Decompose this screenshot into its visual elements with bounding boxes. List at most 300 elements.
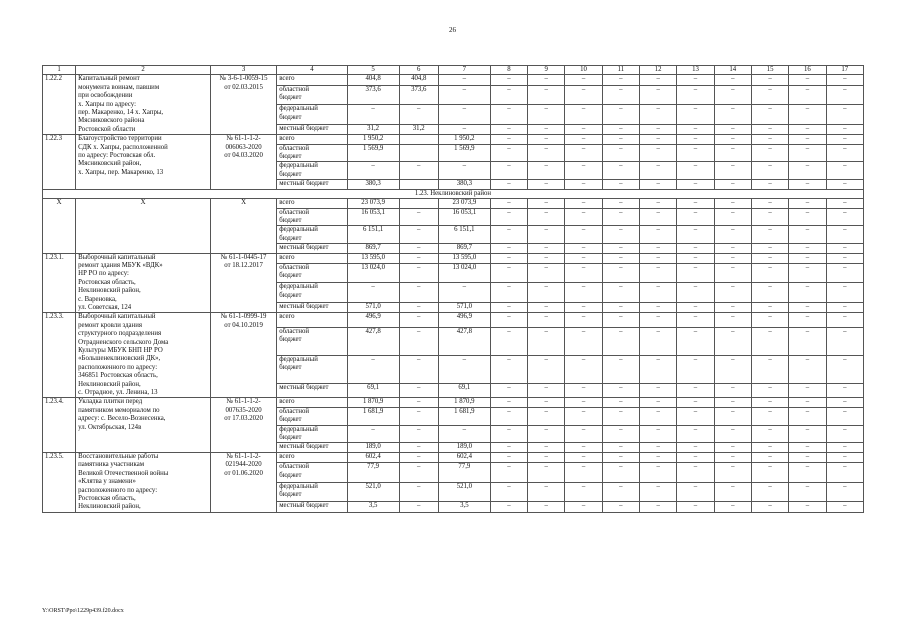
cell-line: федеральный: [279, 482, 318, 490]
empty-dash-cell: –: [677, 355, 714, 383]
empty-dash-cell: –: [528, 85, 565, 105]
empty-dash-cell: –: [714, 75, 751, 85]
amount-cell: –: [399, 303, 438, 313]
amount-cell: [399, 135, 438, 144]
empty-dash-cell: –: [565, 303, 602, 313]
empty-dash-cell: –: [640, 226, 677, 244]
empty-dash-cell: –: [602, 313, 639, 328]
amount-cell: 31,2: [347, 124, 399, 134]
empty-dash-cell: –: [490, 135, 527, 144]
amount-cell: –: [399, 313, 438, 328]
document-ref: [210, 199, 276, 253]
funding-source: [277, 124, 347, 134]
item-number: 1.23.5.: [43, 452, 76, 512]
funding-source: [277, 105, 347, 125]
amount-cell: –: [399, 425, 438, 443]
amount-cell: –: [438, 105, 490, 125]
funding-source: [277, 144, 347, 162]
cell-line: областной: [279, 263, 309, 271]
cell-line: от 18.12.2017: [224, 261, 263, 269]
empty-dash-cell: –: [602, 208, 639, 226]
section-row: [43, 189, 864, 198]
amount-cell: 16 053,1: [438, 208, 490, 226]
amount-cell: 602,4: [438, 452, 490, 462]
cell-line: 006063-2020: [225, 143, 262, 151]
empty-dash-cell: –: [789, 328, 826, 356]
empty-dash-cell: –: [602, 383, 639, 398]
empty-dash-cell: –: [640, 85, 677, 105]
document-ref: [210, 452, 276, 512]
cell-line: областной: [279, 407, 309, 415]
cell-line: федеральный: [279, 162, 318, 170]
empty-dash-cell: –: [640, 313, 677, 328]
empty-dash-cell: –: [714, 144, 751, 162]
amount-cell: 869,7: [438, 244, 490, 253]
amount-cell: [399, 199, 438, 208]
column-header: 4: [277, 66, 347, 75]
empty-dash-cell: –: [677, 263, 714, 283]
empty-dash-cell: –: [528, 407, 565, 425]
amount-cell: –: [399, 244, 438, 253]
empty-dash-cell: –: [565, 283, 602, 303]
empty-dash-cell: –: [789, 226, 826, 244]
empty-dash-cell: –: [640, 253, 677, 263]
table-row: [43, 75, 864, 85]
amount-cell: 13 595,0: [438, 253, 490, 263]
empty-dash-cell: –: [751, 162, 788, 180]
empty-dash-cell: –: [751, 463, 788, 483]
empty-dash-cell: –: [789, 502, 826, 512]
empty-dash-cell: –: [528, 355, 565, 383]
empty-dash-cell: –: [565, 244, 602, 253]
empty-dash-cell: –: [602, 398, 639, 407]
empty-dash-cell: –: [751, 105, 788, 125]
empty-dash-cell: –: [602, 482, 639, 502]
amount-cell: 189,0: [438, 443, 490, 452]
column-header: 11: [602, 66, 639, 75]
empty-dash-cell: –: [789, 407, 826, 425]
empty-dash-cell: –: [714, 208, 751, 226]
cell-line: местный бюджет: [279, 383, 329, 391]
empty-dash-cell: –: [565, 383, 602, 398]
empty-dash-cell: –: [528, 482, 565, 502]
empty-dash-cell: –: [789, 244, 826, 253]
empty-dash-cell: –: [714, 124, 751, 134]
empty-dash-cell: –: [528, 303, 565, 313]
table-row: [43, 398, 864, 407]
cell-line: федеральный: [279, 425, 318, 433]
empty-dash-cell: –: [826, 452, 863, 462]
cell-line: Выборочный капитальный: [78, 313, 156, 321]
cell-line: бюджет: [279, 113, 302, 121]
funding-source: [277, 75, 347, 85]
empty-dash-cell: –: [826, 283, 863, 303]
cell-line: СДК х. Хапры, расположенной: [78, 143, 168, 151]
funding-source: [277, 328, 347, 356]
empty-dash-cell: –: [565, 162, 602, 180]
empty-dash-cell: –: [789, 383, 826, 398]
empty-dash-cell: –: [677, 144, 714, 162]
amount-cell: 521,0: [438, 482, 490, 502]
cell-line: Неклиновский район,: [78, 287, 141, 295]
amount-cell: 1 569,9: [347, 144, 399, 162]
object-name: [76, 452, 211, 512]
empty-dash-cell: –: [789, 463, 826, 483]
empty-dash-cell: –: [677, 105, 714, 125]
cell-line: областной: [279, 328, 309, 336]
cell-line: областной: [279, 85, 309, 93]
empty-dash-cell: –: [826, 425, 863, 443]
amount-cell: 404,8: [399, 75, 438, 85]
cell-line: бюджет: [279, 216, 302, 224]
cell-line: с. Отрадное, ул. Ленина, 13: [78, 389, 158, 397]
amount-cell: 427,8: [438, 328, 490, 356]
empty-dash-cell: –: [565, 135, 602, 144]
amount-cell: 3,5: [438, 502, 490, 512]
cell-line: ремонт здания МБУК «ВДК»: [78, 261, 163, 269]
empty-dash-cell: –: [677, 482, 714, 502]
cell-line: Восстановительные работы: [78, 452, 159, 460]
amount-cell: –: [438, 85, 490, 105]
empty-dash-cell: –: [789, 85, 826, 105]
amount-cell: 521,0: [347, 482, 399, 502]
empty-dash-cell: –: [789, 313, 826, 328]
table-row: [43, 135, 864, 144]
document-ref: [210, 398, 276, 452]
cell-line: Неклиновский район,: [78, 380, 141, 388]
cell-line: областной: [279, 463, 309, 471]
amount-cell: 1 950,2: [438, 135, 490, 144]
document-ref: [210, 313, 276, 398]
empty-dash-cell: –: [528, 253, 565, 263]
object-name: [76, 253, 211, 313]
empty-dash-cell: –: [490, 383, 527, 398]
column-header: 14: [714, 66, 751, 75]
empty-dash-cell: –: [826, 105, 863, 125]
empty-dash-cell: –: [789, 482, 826, 502]
amount-cell: 1 870,9: [347, 398, 399, 407]
empty-dash-cell: –: [565, 398, 602, 407]
empty-dash-cell: –: [490, 124, 527, 134]
amount-cell: –: [347, 105, 399, 125]
empty-dash-cell: –: [714, 162, 751, 180]
empty-dash-cell: –: [789, 303, 826, 313]
funding-source: [277, 398, 347, 407]
empty-dash-cell: –: [789, 135, 826, 144]
empty-dash-cell: –: [826, 463, 863, 483]
cell-line: № 3-6-1-0059-15: [219, 75, 268, 83]
empty-dash-cell: –: [677, 328, 714, 356]
empty-dash-cell: –: [714, 452, 751, 462]
cell-line: от 04.10.2019: [224, 321, 263, 329]
empty-dash-cell: –: [565, 199, 602, 208]
empty-dash-cell: –: [640, 502, 677, 512]
empty-dash-cell: –: [528, 226, 565, 244]
empty-dash-cell: –: [490, 244, 527, 253]
table-row: [43, 313, 864, 328]
cell-line: бюджет: [279, 272, 302, 280]
empty-dash-cell: –: [602, 443, 639, 452]
amount-cell: 6 151,1: [347, 226, 399, 244]
empty-dash-cell: –: [490, 105, 527, 125]
empty-dash-cell: –: [677, 124, 714, 134]
empty-dash-cell: –: [602, 253, 639, 263]
document-ref: [210, 75, 276, 135]
funding-source: [277, 443, 347, 452]
funding-source: [277, 303, 347, 313]
empty-dash-cell: –: [640, 135, 677, 144]
cell-line: бюджет: [279, 94, 302, 102]
document-ref: [210, 135, 276, 189]
empty-dash-cell: –: [490, 398, 527, 407]
empty-dash-cell: –: [714, 313, 751, 328]
amount-cell: 69,1: [438, 383, 490, 398]
amount-cell: –: [438, 283, 490, 303]
empty-dash-cell: –: [565, 482, 602, 502]
amount-cell: –: [399, 398, 438, 407]
cell-line: местный бюджет: [279, 443, 329, 451]
table-row: [43, 253, 864, 263]
amount-cell: 1 681,9: [438, 407, 490, 425]
amount-cell: 496,9: [438, 313, 490, 328]
empty-dash-cell: –: [826, 180, 863, 189]
empty-dash-cell: –: [602, 407, 639, 425]
cell-line: памятником мемориалом по: [78, 406, 160, 414]
funding-source: [277, 482, 347, 502]
empty-dash-cell: –: [751, 313, 788, 328]
empty-dash-cell: –: [640, 105, 677, 125]
empty-dash-cell: –: [751, 208, 788, 226]
empty-dash-cell: –: [789, 452, 826, 462]
amount-cell: –: [438, 425, 490, 443]
empty-dash-cell: –: [602, 85, 639, 105]
object-name: [76, 135, 211, 189]
empty-dash-cell: –: [789, 75, 826, 85]
empty-dash-cell: –: [751, 135, 788, 144]
empty-dash-cell: –: [826, 303, 863, 313]
cell-line: х. Хапры по адресу:: [78, 100, 137, 108]
empty-dash-cell: –: [640, 463, 677, 483]
empty-dash-cell: –: [602, 226, 639, 244]
empty-dash-cell: –: [714, 502, 751, 512]
column-header: 17: [826, 66, 863, 75]
cell-line: расположенного по адресу:: [78, 486, 158, 494]
amount-cell: 496,9: [347, 313, 399, 328]
empty-dash-cell: –: [751, 425, 788, 443]
empty-dash-cell: –: [677, 313, 714, 328]
empty-dash-cell: –: [602, 124, 639, 134]
empty-dash-cell: –: [789, 199, 826, 208]
cell-line: по адресу: Ростовская обл.: [78, 152, 156, 160]
amount-cell: –: [399, 208, 438, 226]
amount-cell: 380,3: [347, 180, 399, 189]
empty-dash-cell: –: [640, 180, 677, 189]
empty-dash-cell: –: [565, 452, 602, 462]
empty-dash-cell: –: [714, 283, 751, 303]
empty-dash-cell: –: [751, 452, 788, 462]
empty-dash-cell: –: [826, 85, 863, 105]
funding-source: [277, 452, 347, 462]
funding-source: [277, 407, 347, 425]
empty-dash-cell: –: [565, 463, 602, 483]
amount-cell: –: [347, 283, 399, 303]
cell-line: Отрадненского сельского Дома: [78, 338, 169, 346]
empty-dash-cell: –: [602, 144, 639, 162]
empty-dash-cell: –: [751, 398, 788, 407]
empty-dash-cell: –: [640, 208, 677, 226]
cell-line: бюджет: [279, 153, 302, 161]
amount-cell: –: [399, 452, 438, 462]
cell-line: х. Хапры, пер. Макаренко, 13: [78, 168, 164, 176]
empty-dash-cell: –: [714, 398, 751, 407]
funding-source: [277, 425, 347, 443]
cell-line: с. Вареновка,: [78, 295, 117, 303]
cell-line: бюджет: [279, 291, 302, 299]
amount-cell: 23 073,9: [347, 199, 399, 208]
item-number: 1.22.2: [43, 75, 76, 135]
cell-line: бюджет: [279, 234, 302, 242]
empty-dash-cell: –: [490, 407, 527, 425]
cell-line: Благоустройство территории: [78, 135, 162, 143]
amount-cell: –: [347, 162, 399, 180]
cell-line: Ростовская область,: [78, 278, 136, 286]
cell-line: Выборочный капитальный: [78, 253, 156, 261]
column-header: 2: [76, 66, 211, 75]
empty-dash-cell: –: [640, 144, 677, 162]
amount-cell: –: [399, 328, 438, 356]
empty-dash-cell: –: [602, 105, 639, 125]
funding-source: [277, 383, 347, 398]
empty-dash-cell: –: [640, 199, 677, 208]
empty-dash-cell: –: [528, 124, 565, 134]
object-name: [76, 398, 211, 452]
empty-dash-cell: –: [565, 208, 602, 226]
funding-source: [277, 313, 347, 328]
empty-dash-cell: –: [602, 303, 639, 313]
empty-dash-cell: –: [602, 452, 639, 462]
amount-cell: –: [438, 75, 490, 85]
cell-line: федеральный: [279, 355, 318, 363]
page-number: 26: [449, 26, 456, 34]
empty-dash-cell: –: [677, 443, 714, 452]
funding-source: [277, 263, 347, 283]
item-number: 1.23.1.: [43, 253, 76, 313]
empty-dash-cell: –: [751, 253, 788, 263]
cell-line: бюджет: [279, 471, 302, 479]
empty-dash-cell: –: [490, 425, 527, 443]
empty-dash-cell: –: [528, 208, 565, 226]
empty-dash-cell: –: [714, 226, 751, 244]
empty-dash-cell: –: [714, 180, 751, 189]
object-name: [76, 199, 211, 253]
empty-dash-cell: –: [640, 283, 677, 303]
empty-dash-cell: –: [789, 105, 826, 125]
empty-dash-cell: –: [751, 328, 788, 356]
empty-dash-cell: –: [528, 328, 565, 356]
amount-cell: [399, 144, 438, 162]
cell-line: бюджет: [279, 170, 302, 178]
empty-dash-cell: –: [826, 328, 863, 356]
empty-dash-cell: –: [640, 328, 677, 356]
amount-cell: 6 151,1: [438, 226, 490, 244]
empty-dash-cell: –: [528, 398, 565, 407]
empty-dash-cell: –: [565, 105, 602, 125]
cell-line: всего: [279, 313, 295, 321]
empty-dash-cell: –: [490, 226, 527, 244]
empty-dash-cell: –: [528, 443, 565, 452]
cell-line: при освобождении: [78, 92, 133, 100]
empty-dash-cell: –: [602, 135, 639, 144]
empty-dash-cell: –: [677, 303, 714, 313]
cell-line: Культуры МБУК БНП НР РО: [78, 347, 163, 354]
cell-line: областной: [279, 144, 309, 152]
empty-dash-cell: –: [789, 208, 826, 226]
object-name: [76, 75, 211, 135]
empty-dash-cell: –: [714, 135, 751, 144]
empty-dash-cell: –: [565, 443, 602, 452]
empty-dash-cell: –: [826, 263, 863, 283]
empty-dash-cell: –: [490, 482, 527, 502]
cell-line: бюджет: [279, 364, 302, 372]
empty-dash-cell: –: [528, 144, 565, 162]
cell-line: расположенного по адресу:: [78, 363, 158, 371]
empty-dash-cell: –: [602, 199, 639, 208]
empty-dash-cell: –: [640, 263, 677, 283]
amount-cell: [399, 180, 438, 189]
amount-cell: –: [399, 253, 438, 263]
amount-cell: 16 053,1: [347, 208, 399, 226]
amount-cell: –: [399, 355, 438, 383]
header-row: [43, 66, 864, 75]
amount-cell: –: [399, 407, 438, 425]
cell-line: Мясниковский район,: [78, 160, 142, 168]
empty-dash-cell: –: [714, 383, 751, 398]
amount-cell: 602,4: [347, 452, 399, 462]
empty-dash-cell: –: [826, 355, 863, 383]
empty-dash-cell: –: [677, 85, 714, 105]
amount-cell: –: [399, 105, 438, 125]
cell-line: Неклиновский район,: [78, 503, 141, 511]
column-header: 8: [490, 66, 527, 75]
table-row: [43, 452, 864, 462]
cell-line: федеральный: [279, 283, 318, 291]
cell-line: 346851 Ростовская область,: [78, 372, 158, 380]
cell-line: «Большенеклиновский ДК»,: [78, 355, 161, 363]
cell-line: № 61-1-1-2-: [226, 452, 261, 460]
cell-line: НР РО по адресу:: [78, 270, 129, 278]
empty-dash-cell: –: [677, 135, 714, 144]
empty-dash-cell: –: [602, 355, 639, 383]
cell-line: № 61-1-0445-17: [220, 253, 267, 261]
empty-dash-cell: –: [677, 208, 714, 226]
cell-line: № 61-1-0999-19: [220, 313, 267, 321]
cell-line: местный бюджет: [279, 124, 329, 132]
empty-dash-cell: –: [677, 407, 714, 425]
cell-line: областной: [279, 208, 309, 216]
amount-cell: –: [399, 283, 438, 303]
empty-dash-cell: –: [490, 180, 527, 189]
empty-dash-cell: –: [640, 425, 677, 443]
empty-dash-cell: –: [490, 328, 527, 356]
cell-line: 007635-2020: [225, 406, 262, 414]
amount-cell: –: [399, 383, 438, 398]
amount-cell: 23 073,9: [438, 199, 490, 208]
object-name: [76, 313, 211, 398]
empty-dash-cell: –: [789, 425, 826, 443]
cell-line: федеральный: [279, 105, 318, 113]
amount-cell: 13 024,0: [438, 263, 490, 283]
empty-dash-cell: –: [640, 398, 677, 407]
